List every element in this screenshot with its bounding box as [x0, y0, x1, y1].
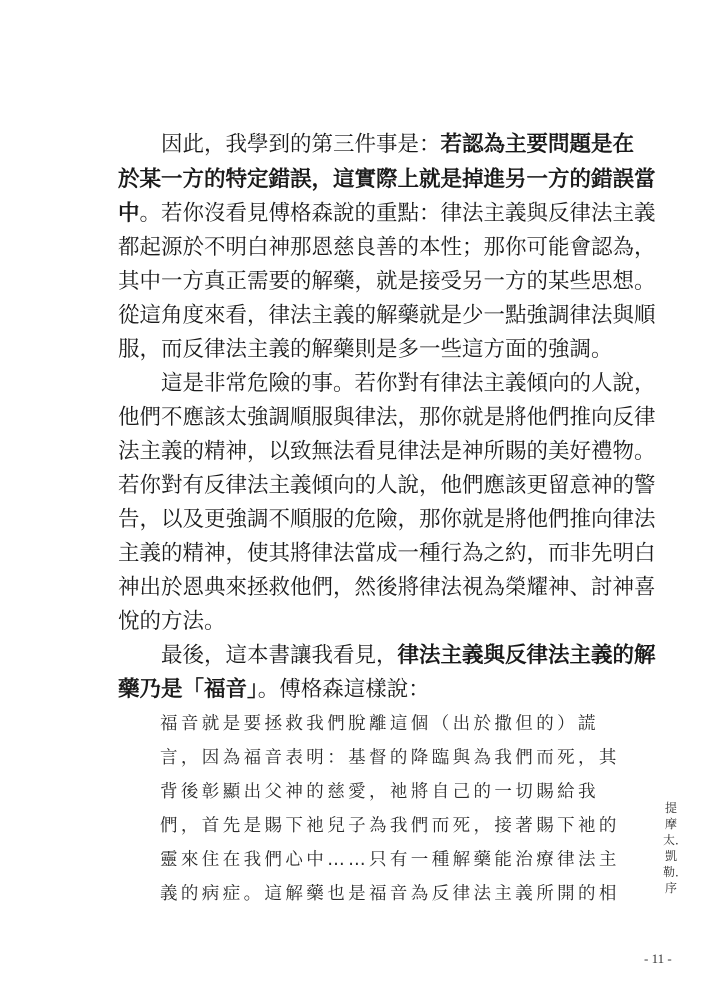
emphasis-text: 於某一方的特定錯誤，這實際上就是掉進另一方的錯誤當	[118, 167, 656, 192]
text-segment: 因此，我學到的第三件事是：	[161, 132, 441, 157]
quote-line: 們，首先是賜下祂兒子為我們而死，接著賜下祂的	[160, 816, 620, 836]
text-segment: 他們不應該太強調順服與律法，那你就是將他們推向反律	[118, 405, 656, 430]
text-segment: 神出於恩典來拯救他們，然後將律法視為榮耀神、討神喜	[118, 575, 656, 600]
emphasis-text: 若認為主要問題是在	[440, 132, 635, 157]
text-line	[118, 673, 600, 707]
text-line	[118, 571, 656, 605]
text-line	[118, 537, 656, 571]
text-line	[118, 503, 656, 537]
text-line	[118, 605, 600, 639]
text-segment: 若你對有反律法主義傾向的人說，他們應該更留意神的警	[118, 473, 656, 498]
text-segment: 這是非常危險的事。若你對有律法主義傾向的人說，	[161, 371, 656, 396]
quote-line: 靈來住在我們心中……只有一種解藥能治療律法主	[160, 850, 620, 870]
text-segment: 主義的精神，使其將律法當成一種行為之約，而非先明白	[118, 541, 656, 566]
text-line	[118, 401, 656, 435]
quote-line: 義的病症。這解藥也是福音為反律法主義所開的相	[160, 884, 620, 904]
text-line	[118, 469, 656, 503]
text-segment: 法主義的精神，以致無法看見律法是神所賜的美好禮物。	[118, 439, 656, 464]
text-line	[118, 197, 656, 231]
text-segment: 服，而反律法主義的解藥則是多一些這方面的強調。	[118, 337, 613, 362]
emphasis-text: 中	[118, 201, 140, 226]
text-line	[118, 333, 613, 367]
text-line	[118, 231, 656, 265]
running-header-vertical: 提摩太．凱勒．序	[663, 801, 688, 895]
text-segment: 都起源於不明白神那恩慈良善的本性；那你可能會認為，	[118, 235, 656, 260]
text-segment: 從這角度來看，律法主義的解藥就是少一點強調律法與順	[118, 303, 656, 328]
text-segment: 最後，這本書讓我看見，	[161, 643, 398, 668]
text-segment: 其中一方真正需要的解藥，就是接受另一方的某些思想。	[118, 269, 656, 294]
text-segment: 。傅格森這樣說：	[257, 677, 430, 702]
text-segment: 告，以及更強調不順服的危險，那你就是將他們推向律法	[118, 507, 656, 532]
text-segment: 悅的方法。	[118, 609, 226, 634]
emphasis-text: 藥乃是「福音」	[118, 677, 258, 702]
text-line	[118, 435, 656, 469]
quote-line: 背後彰顯出父神的慈愛，祂將自己的一切賜給我	[160, 782, 599, 802]
quote-line: 福音就是要拯救我們脫離這個（出於撒但的）謊	[160, 714, 599, 734]
text-line	[118, 367, 656, 401]
page-number: - 11 -	[644, 951, 672, 966]
text-line	[118, 639, 656, 673]
text-line	[118, 163, 656, 197]
emphasis-text: 律法主義與反律法主義的解	[397, 643, 656, 668]
text-line	[118, 299, 656, 333]
quote-line: 言，因為福音表明：基督的降臨與為我們而死，其	[160, 748, 620, 768]
text-line	[118, 128, 635, 162]
text-segment: 。若你沒看見傅格森說的重點：律法主義與反律法主義	[139, 201, 656, 226]
text-line	[118, 265, 656, 299]
